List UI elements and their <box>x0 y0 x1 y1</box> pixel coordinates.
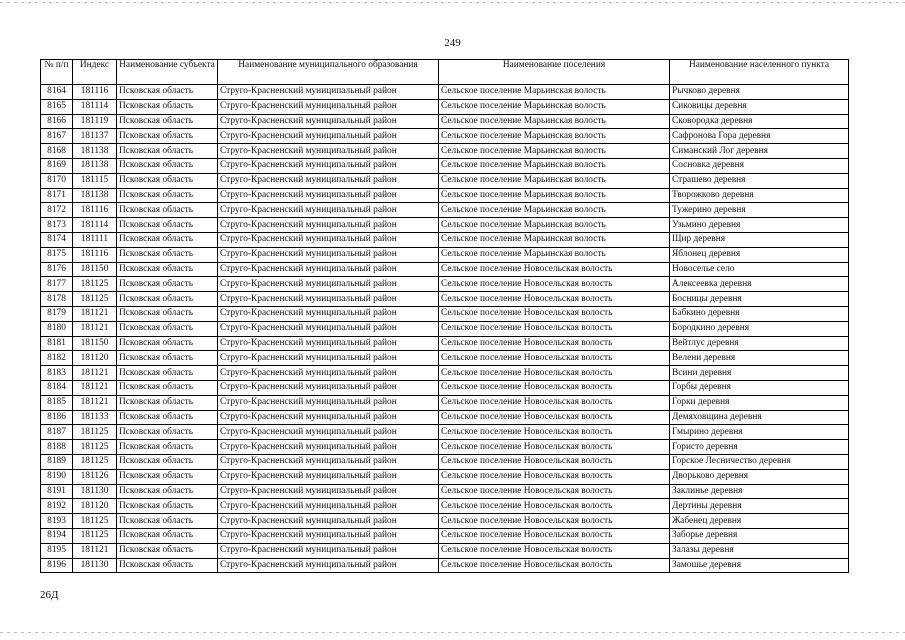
municipality-name: Струго-Красненский муниципальный район <box>218 336 439 351</box>
postal-index: 181125 <box>73 514 117 529</box>
scan-top-edge <box>0 2 905 3</box>
subject-name: Псковская область <box>117 277 218 292</box>
settlement-name: Сельское поселение Новосельская волость <box>439 469 670 484</box>
locality-name: Всини деревня <box>670 366 849 381</box>
row-number: 8196 <box>41 558 73 573</box>
table-row <box>41 528 849 543</box>
locality-name: Дертины деревня <box>670 499 849 514</box>
settlement-name: Сельское поселение Новосельская волость <box>439 395 670 410</box>
postal-index: 181150 <box>73 336 117 351</box>
municipality-name: Струго-Красненский муниципальный район <box>218 528 439 543</box>
municipality-name: Струго-Красненский муниципальный район <box>218 232 439 247</box>
municipality-name: Струго-Красненский муниципальный район <box>218 366 439 381</box>
row-number: 8184 <box>41 380 73 395</box>
table-row <box>41 85 849 100</box>
subject-name: Псковская область <box>117 158 218 173</box>
subject-name: Псковская область <box>117 558 218 573</box>
subject-name: Псковская область <box>117 410 218 425</box>
municipality-name: Струго-Красненский муниципальный район <box>218 440 439 455</box>
settlement-name: Сельское поселение Новосельская волость <box>439 306 670 321</box>
municipality-name: Струго-Красненский муниципальный район <box>218 188 439 203</box>
postal-index: 181125 <box>73 528 117 543</box>
postal-index: 181150 <box>73 262 117 277</box>
subject-name: Псковская область <box>117 292 218 307</box>
settlement-name: Сельское поселение Марьинская волость <box>439 144 670 159</box>
row-number: 8175 <box>41 247 73 262</box>
municipality-name: Струго-Красненский муниципальный район <box>218 306 439 321</box>
settlement-name: Сельское поселение Новосельская волость <box>439 366 670 381</box>
settlement-name: Сельское поселение Марьинская волость <box>439 247 670 262</box>
settlements-table <box>40 59 849 573</box>
locality-name: Тужерино деревня <box>670 203 849 218</box>
municipality-name: Струго-Красненский муниципальный район <box>218 499 439 514</box>
locality-name: Сафронова Гора деревня <box>670 129 849 144</box>
subject-name: Псковская область <box>117 336 218 351</box>
postal-index: 181121 <box>73 380 117 395</box>
header-index: Индекс <box>73 60 117 85</box>
subject-name: Псковская область <box>117 321 218 336</box>
subject-name: Псковская область <box>117 425 218 440</box>
locality-name: Симанский Лог деревня <box>670 144 849 159</box>
locality-name: Вейтлус деревня <box>670 336 849 351</box>
postal-index: 181126 <box>73 469 117 484</box>
locality-name: Гмырино деревня <box>670 425 849 440</box>
municipality-name: Струго-Красненский муниципальный район <box>218 410 439 425</box>
subject-name: Псковская область <box>117 247 218 262</box>
locality-name: Яблонец деревня <box>670 247 849 262</box>
postal-index: 181116 <box>73 247 117 262</box>
locality-name: Сосновка деревня <box>670 158 849 173</box>
settlement-name: Сельское поселение Марьинская волость <box>439 218 670 233</box>
subject-name: Псковская область <box>117 395 218 410</box>
settlement-name: Сельское поселение Новосельская волость <box>439 351 670 366</box>
locality-name: Велени деревня <box>670 351 849 366</box>
table-row <box>41 336 849 351</box>
locality-name: Залазы деревня <box>670 543 849 558</box>
subject-name: Псковская область <box>117 351 218 366</box>
municipality-name: Струго-Красненский муниципальный район <box>218 144 439 159</box>
table-row <box>41 484 849 499</box>
postal-index: 181111 <box>73 232 117 247</box>
subject-name: Псковская область <box>117 188 218 203</box>
row-number: 8164 <box>41 85 73 100</box>
subject-name: Псковская область <box>117 99 218 114</box>
subject-name: Псковская область <box>117 514 218 529</box>
settlement-name: Сельское поселение Новосельская волость <box>439 380 670 395</box>
subject-name: Псковская область <box>117 528 218 543</box>
table-row <box>41 129 849 144</box>
subject-name: Псковская область <box>117 203 218 218</box>
municipality-name: Струго-Красненский муниципальный район <box>218 85 439 100</box>
row-number: 8172 <box>41 203 73 218</box>
municipality-name: Струго-Красненский муниципальный район <box>218 277 439 292</box>
subject-name: Псковская область <box>117 499 218 514</box>
row-number: 8170 <box>41 173 73 188</box>
settlement-name: Сельское поселение Новосельская волость <box>439 454 670 469</box>
subject-name: Псковская область <box>117 262 218 277</box>
settlement-name: Сельское поселение Новосельская волость <box>439 528 670 543</box>
subject-name: Псковская область <box>117 440 218 455</box>
locality-name: Босницы деревня <box>670 292 849 307</box>
row-number: 8188 <box>41 440 73 455</box>
municipality-name: Струго-Красненский муниципальный район <box>218 351 439 366</box>
subject-name: Псковская область <box>117 218 218 233</box>
table-row <box>41 232 849 247</box>
subject-name: Псковская область <box>117 469 218 484</box>
row-number: 8181 <box>41 336 73 351</box>
settlement-name: Сельское поселение Марьинская волость <box>439 203 670 218</box>
postal-index: 181121 <box>73 366 117 381</box>
table-row <box>41 499 849 514</box>
locality-name: Горки деревня <box>670 395 849 410</box>
header-municipality: Наименование муниципального образования <box>218 60 439 85</box>
settlement-name: Сельское поселение Новосельская волость <box>439 277 670 292</box>
postal-index: 181130 <box>73 558 117 573</box>
locality-name: Алексеевка деревня <box>670 277 849 292</box>
row-number: 8191 <box>41 484 73 499</box>
table-row <box>41 454 849 469</box>
table-row <box>41 173 849 188</box>
table-row <box>41 395 849 410</box>
postal-index: 181121 <box>73 306 117 321</box>
settlement-name: Сельское поселение Новосельская волость <box>439 425 670 440</box>
settlement-name: Сельское поселение Марьинская волость <box>439 99 670 114</box>
subject-name: Псковская область <box>117 173 218 188</box>
table-row <box>41 558 849 573</box>
locality-name: Горбы деревня <box>670 380 849 395</box>
header-number: № п/п <box>41 60 73 85</box>
row-number: 8190 <box>41 469 73 484</box>
locality-name: Дворьково деревня <box>670 469 849 484</box>
postal-index: 181125 <box>73 440 117 455</box>
row-number: 8186 <box>41 410 73 425</box>
scan-bottom-edge <box>0 632 905 633</box>
settlement-name: Сельское поселение Марьинская волость <box>439 85 670 100</box>
municipality-name: Струго-Красненский муниципальный район <box>218 99 439 114</box>
postal-index: 181116 <box>73 85 117 100</box>
municipality-name: Струго-Красненский муниципальный район <box>218 380 439 395</box>
postal-index: 181138 <box>73 158 117 173</box>
municipality-name: Струго-Красненский муниципальный район <box>218 129 439 144</box>
locality-name: Страшево деревня <box>670 173 849 188</box>
settlement-name: Сельское поселение Новосельская волость <box>439 410 670 425</box>
postal-index: 181125 <box>73 454 117 469</box>
settlement-name: Сельское поселение Марьинская волость <box>439 129 670 144</box>
row-number: 8168 <box>41 144 73 159</box>
locality-name: Новоселье село <box>670 262 849 277</box>
settlement-name: Сельское поселение Новосельская волость <box>439 558 670 573</box>
municipality-name: Струго-Красненский муниципальный район <box>218 262 439 277</box>
row-number: 8174 <box>41 232 73 247</box>
table-row <box>41 380 849 395</box>
municipality-name: Струго-Красненский муниципальный район <box>218 395 439 410</box>
table-row <box>41 410 849 425</box>
table-row <box>41 425 849 440</box>
subject-name: Псковская область <box>117 366 218 381</box>
settlement-name: Сельское поселение Новосельская волость <box>439 292 670 307</box>
row-number: 8194 <box>41 528 73 543</box>
row-number: 8171 <box>41 188 73 203</box>
table-row <box>41 543 849 558</box>
table-row <box>41 306 849 321</box>
settlement-name: Сельское поселение Новосельская волость <box>439 499 670 514</box>
table-row <box>41 144 849 159</box>
locality-name: Рычково деревня <box>670 85 849 100</box>
table-row <box>41 158 849 173</box>
settlement-name: Сельское поселение Новосельская волость <box>439 514 670 529</box>
row-number: 8195 <box>41 543 73 558</box>
row-number: 8169 <box>41 158 73 173</box>
postal-index: 181121 <box>73 321 117 336</box>
locality-name: Бородкино деревня <box>670 321 849 336</box>
municipality-name: Струго-Красненский муниципальный район <box>218 173 439 188</box>
municipality-name: Струго-Красненский муниципальный район <box>218 321 439 336</box>
postal-index: 181125 <box>73 425 117 440</box>
header-subject: Наименование субъекта <box>117 60 218 85</box>
postal-index: 181120 <box>73 499 117 514</box>
row-number: 8192 <box>41 499 73 514</box>
page-number: 249 <box>444 37 461 49</box>
locality-name: Творожково деревня <box>670 188 849 203</box>
settlement-name: Сельское поселение Новосельская волость <box>439 484 670 499</box>
row-number: 8189 <box>41 454 73 469</box>
postal-index: 181138 <box>73 144 117 159</box>
row-number: 8185 <box>41 395 73 410</box>
municipality-name: Струго-Красненский муниципальный район <box>218 454 439 469</box>
settlement-name: Сельское поселение Марьинская волость <box>439 232 670 247</box>
settlement-name: Сельское поселение Новосельская волость <box>439 336 670 351</box>
table-row <box>41 514 849 529</box>
municipality-name: Струго-Красненский муниципальный район <box>218 218 439 233</box>
postal-index: 181125 <box>73 277 117 292</box>
row-number: 8176 <box>41 262 73 277</box>
subject-name: Псковская область <box>117 129 218 144</box>
table-row <box>41 321 849 336</box>
table-row <box>41 366 849 381</box>
row-number: 8193 <box>41 514 73 529</box>
settlement-name: Сельское поселение Новосельская волость <box>439 543 670 558</box>
row-number: 8180 <box>41 321 73 336</box>
row-number: 8173 <box>41 218 73 233</box>
table-row <box>41 292 849 307</box>
header-locality: Наименование населенного пункта <box>670 60 849 85</box>
locality-name: Демяховщина деревня <box>670 410 849 425</box>
postal-index: 181115 <box>73 173 117 188</box>
postal-index: 181121 <box>73 543 117 558</box>
table-row <box>41 114 849 129</box>
settlement-name: Сельское поселение Новосельская волость <box>439 440 670 455</box>
row-number: 8182 <box>41 351 73 366</box>
postal-index: 181116 <box>73 203 117 218</box>
table-body <box>41 85 849 573</box>
municipality-name: Струго-Красненский муниципальный район <box>218 484 439 499</box>
locality-name: Щир деревня <box>670 232 849 247</box>
header-settlement: Наименование поселения <box>439 60 670 85</box>
locality-name: Узьмино деревня <box>670 218 849 233</box>
table-row <box>41 247 849 262</box>
municipality-name: Струго-Красненский муниципальный район <box>218 425 439 440</box>
table-row <box>41 262 849 277</box>
table-row <box>41 203 849 218</box>
row-number: 8178 <box>41 292 73 307</box>
locality-name: Заклинье деревня <box>670 484 849 499</box>
locality-name: Гористо деревня <box>670 440 849 455</box>
municipality-name: Струго-Красненский муниципальный район <box>218 514 439 529</box>
row-number: 8183 <box>41 366 73 381</box>
locality-name: Сиковицы деревня <box>670 99 849 114</box>
postal-index: 181137 <box>73 129 117 144</box>
subject-name: Псковская область <box>117 454 218 469</box>
subject-name: Псковская область <box>117 484 218 499</box>
subject-name: Псковская область <box>117 543 218 558</box>
locality-name: Горское Лесничество деревня <box>670 454 849 469</box>
row-number: 8179 <box>41 306 73 321</box>
locality-name: Жабенец деревня <box>670 514 849 529</box>
row-number: 8177 <box>41 277 73 292</box>
locality-name: Замошье деревня <box>670 558 849 573</box>
table-row <box>41 99 849 114</box>
postal-index: 181138 <box>73 188 117 203</box>
municipality-name: Струго-Красненский муниципальный район <box>218 247 439 262</box>
table-header <box>41 60 849 85</box>
subject-name: Псковская область <box>117 380 218 395</box>
locality-name: Сковородка деревня <box>670 114 849 129</box>
subject-name: Псковская область <box>117 144 218 159</box>
table-row <box>41 351 849 366</box>
municipality-name: Струго-Красненский муниципальный район <box>218 469 439 484</box>
postal-index: 181133 <box>73 410 117 425</box>
subject-name: Псковская область <box>117 306 218 321</box>
header-row <box>41 60 849 85</box>
table-row <box>41 440 849 455</box>
postal-index: 181121 <box>73 395 117 410</box>
municipality-name: Струго-Красненский муниципальный район <box>218 158 439 173</box>
row-number: 8167 <box>41 129 73 144</box>
postal-index: 181130 <box>73 484 117 499</box>
settlement-name: Сельское поселение Новосельская волость <box>439 321 670 336</box>
table-row <box>41 277 849 292</box>
postal-index: 181114 <box>73 99 117 114</box>
locality-name: Бабкино деревня <box>670 306 849 321</box>
subject-name: Псковская область <box>117 232 218 247</box>
subject-name: Псковская область <box>117 85 218 100</box>
settlement-name: Сельское поселение Новосельская волость <box>439 262 670 277</box>
row-number: 8166 <box>41 114 73 129</box>
footer-code: 26Д <box>40 589 59 601</box>
municipality-name: Струго-Красненский муниципальный район <box>218 292 439 307</box>
table-row <box>41 188 849 203</box>
postal-index: 181114 <box>73 218 117 233</box>
row-number: 8165 <box>41 99 73 114</box>
settlement-name: Сельское поселение Марьинская волость <box>439 188 670 203</box>
postal-index: 181119 <box>73 114 117 129</box>
table-row <box>41 469 849 484</box>
settlement-name: Сельское поселение Марьинская волость <box>439 173 670 188</box>
municipality-name: Струго-Красненский муниципальный район <box>218 203 439 218</box>
municipality-name: Струго-Красненский муниципальный район <box>218 543 439 558</box>
postal-index: 181120 <box>73 351 117 366</box>
locality-name: Заборье деревня <box>670 528 849 543</box>
settlement-name: Сельское поселение Марьинская волость <box>439 158 670 173</box>
table-row <box>41 218 849 233</box>
row-number: 8187 <box>41 425 73 440</box>
postal-index: 181125 <box>73 292 117 307</box>
subject-name: Псковская область <box>117 114 218 129</box>
settlement-name: Сельское поселение Марьинская волость <box>439 114 670 129</box>
municipality-name: Струго-Красненский муниципальный район <box>218 558 439 573</box>
municipality-name: Струго-Красненский муниципальный район <box>218 114 439 129</box>
